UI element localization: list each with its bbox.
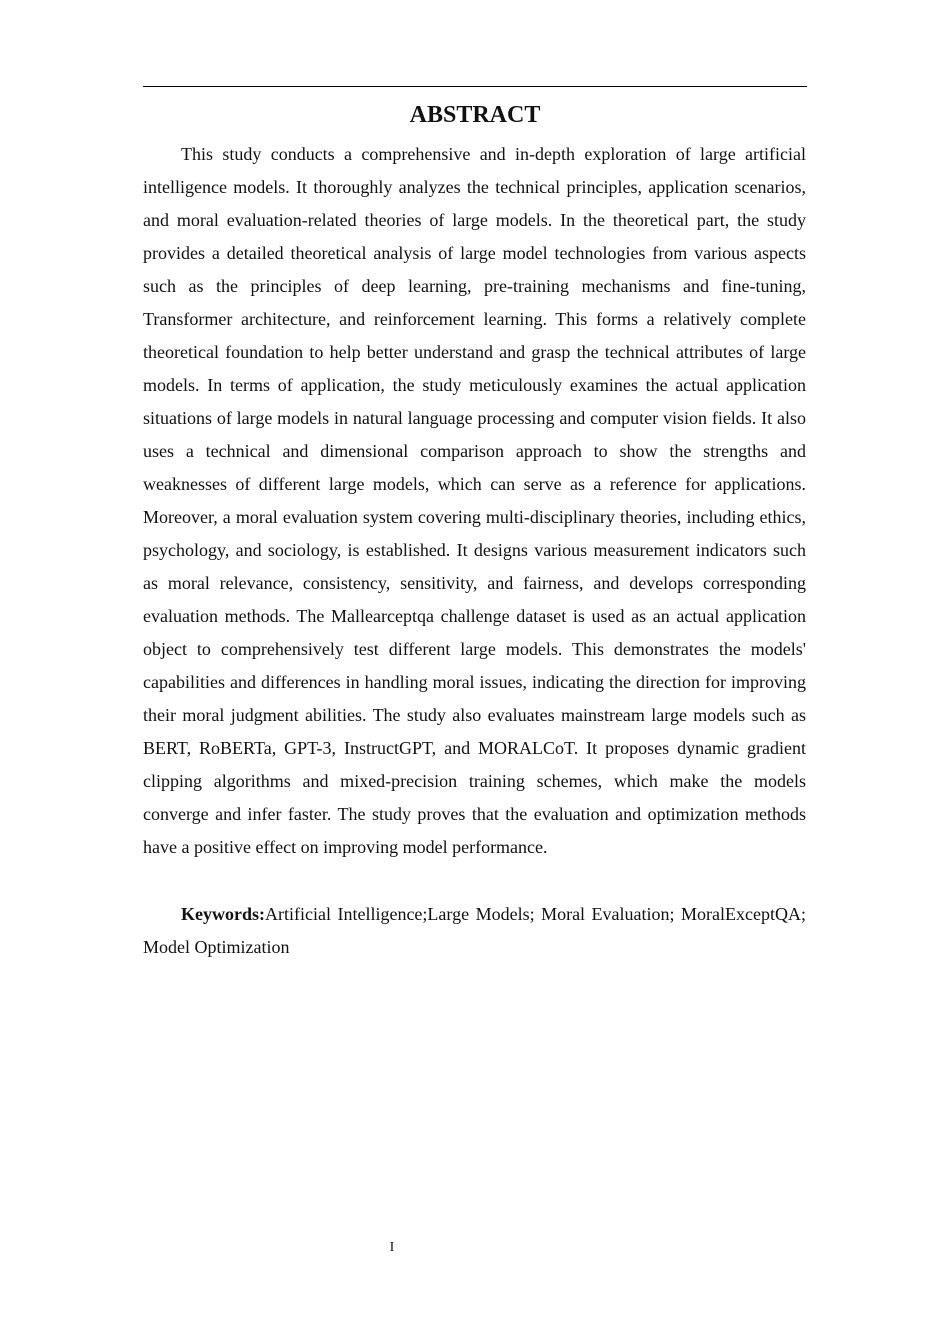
page-number: I — [389, 1240, 395, 1255]
abstract-body: This study conducts a comprehensive and in-depth exploration of large artificial intelligence models. It thoroughly analyzes the technical principles, application scenarios, and moral evaluation-related theories of large models. In the theoretical part, the study provides a detailed theoretical analysis of large model technologies from various aspects such as the principles of deep learning, pre-training mechanisms and fine-tuning, Transformer architecture, and reinforcement learning. This forms a relatively complete theoretical foundation to help better understand and grasp the technical attributes of large models. In terms of application, the study meticulously examines the actual application situations of large models in natural language processing and computer vision fields. It also uses a technical and dimensional comparison approach to show the strengths and weaknesses of different large models, which can serve as a reference for applications. Moreover, a moral evaluation system covering multi-disciplinary theories, including ethics, psychology, and sociology, is established. It designs various measurement indicators such as moral relevance, consistency, sensitivity, and fairness, and develops corresponding evaluation methods. The Mallearceptqa challenge dataset is used as an actual application object to comprehensively test different large models. This demonstrates the models' capabilities and differences in handling moral issues, indicating the direction for improving their moral judgment abilities. The study also evaluates mainstream large models such as BERT, RoBERTa, GPT-3, InstructGPT, and MORALCoT. It proposes dynamic gradient clipping algorithms and mixed-precision training schemes, which make the models converge and infer faster. The study proves that the evaluation and optimization methods have a positive effect on improving model performance. — [143, 144, 806, 857]
keywords-line — [143, 898, 806, 964]
keywords-label: Keywords: — [181, 904, 265, 924]
header-rule — [143, 86, 807, 87]
abstract-title: ABSTRACT — [409, 102, 541, 128]
keywords-text: Artificial Intelligence;Large Models; Moral Evaluation; MoralExceptQA; Model Optimization — [143, 904, 806, 957]
